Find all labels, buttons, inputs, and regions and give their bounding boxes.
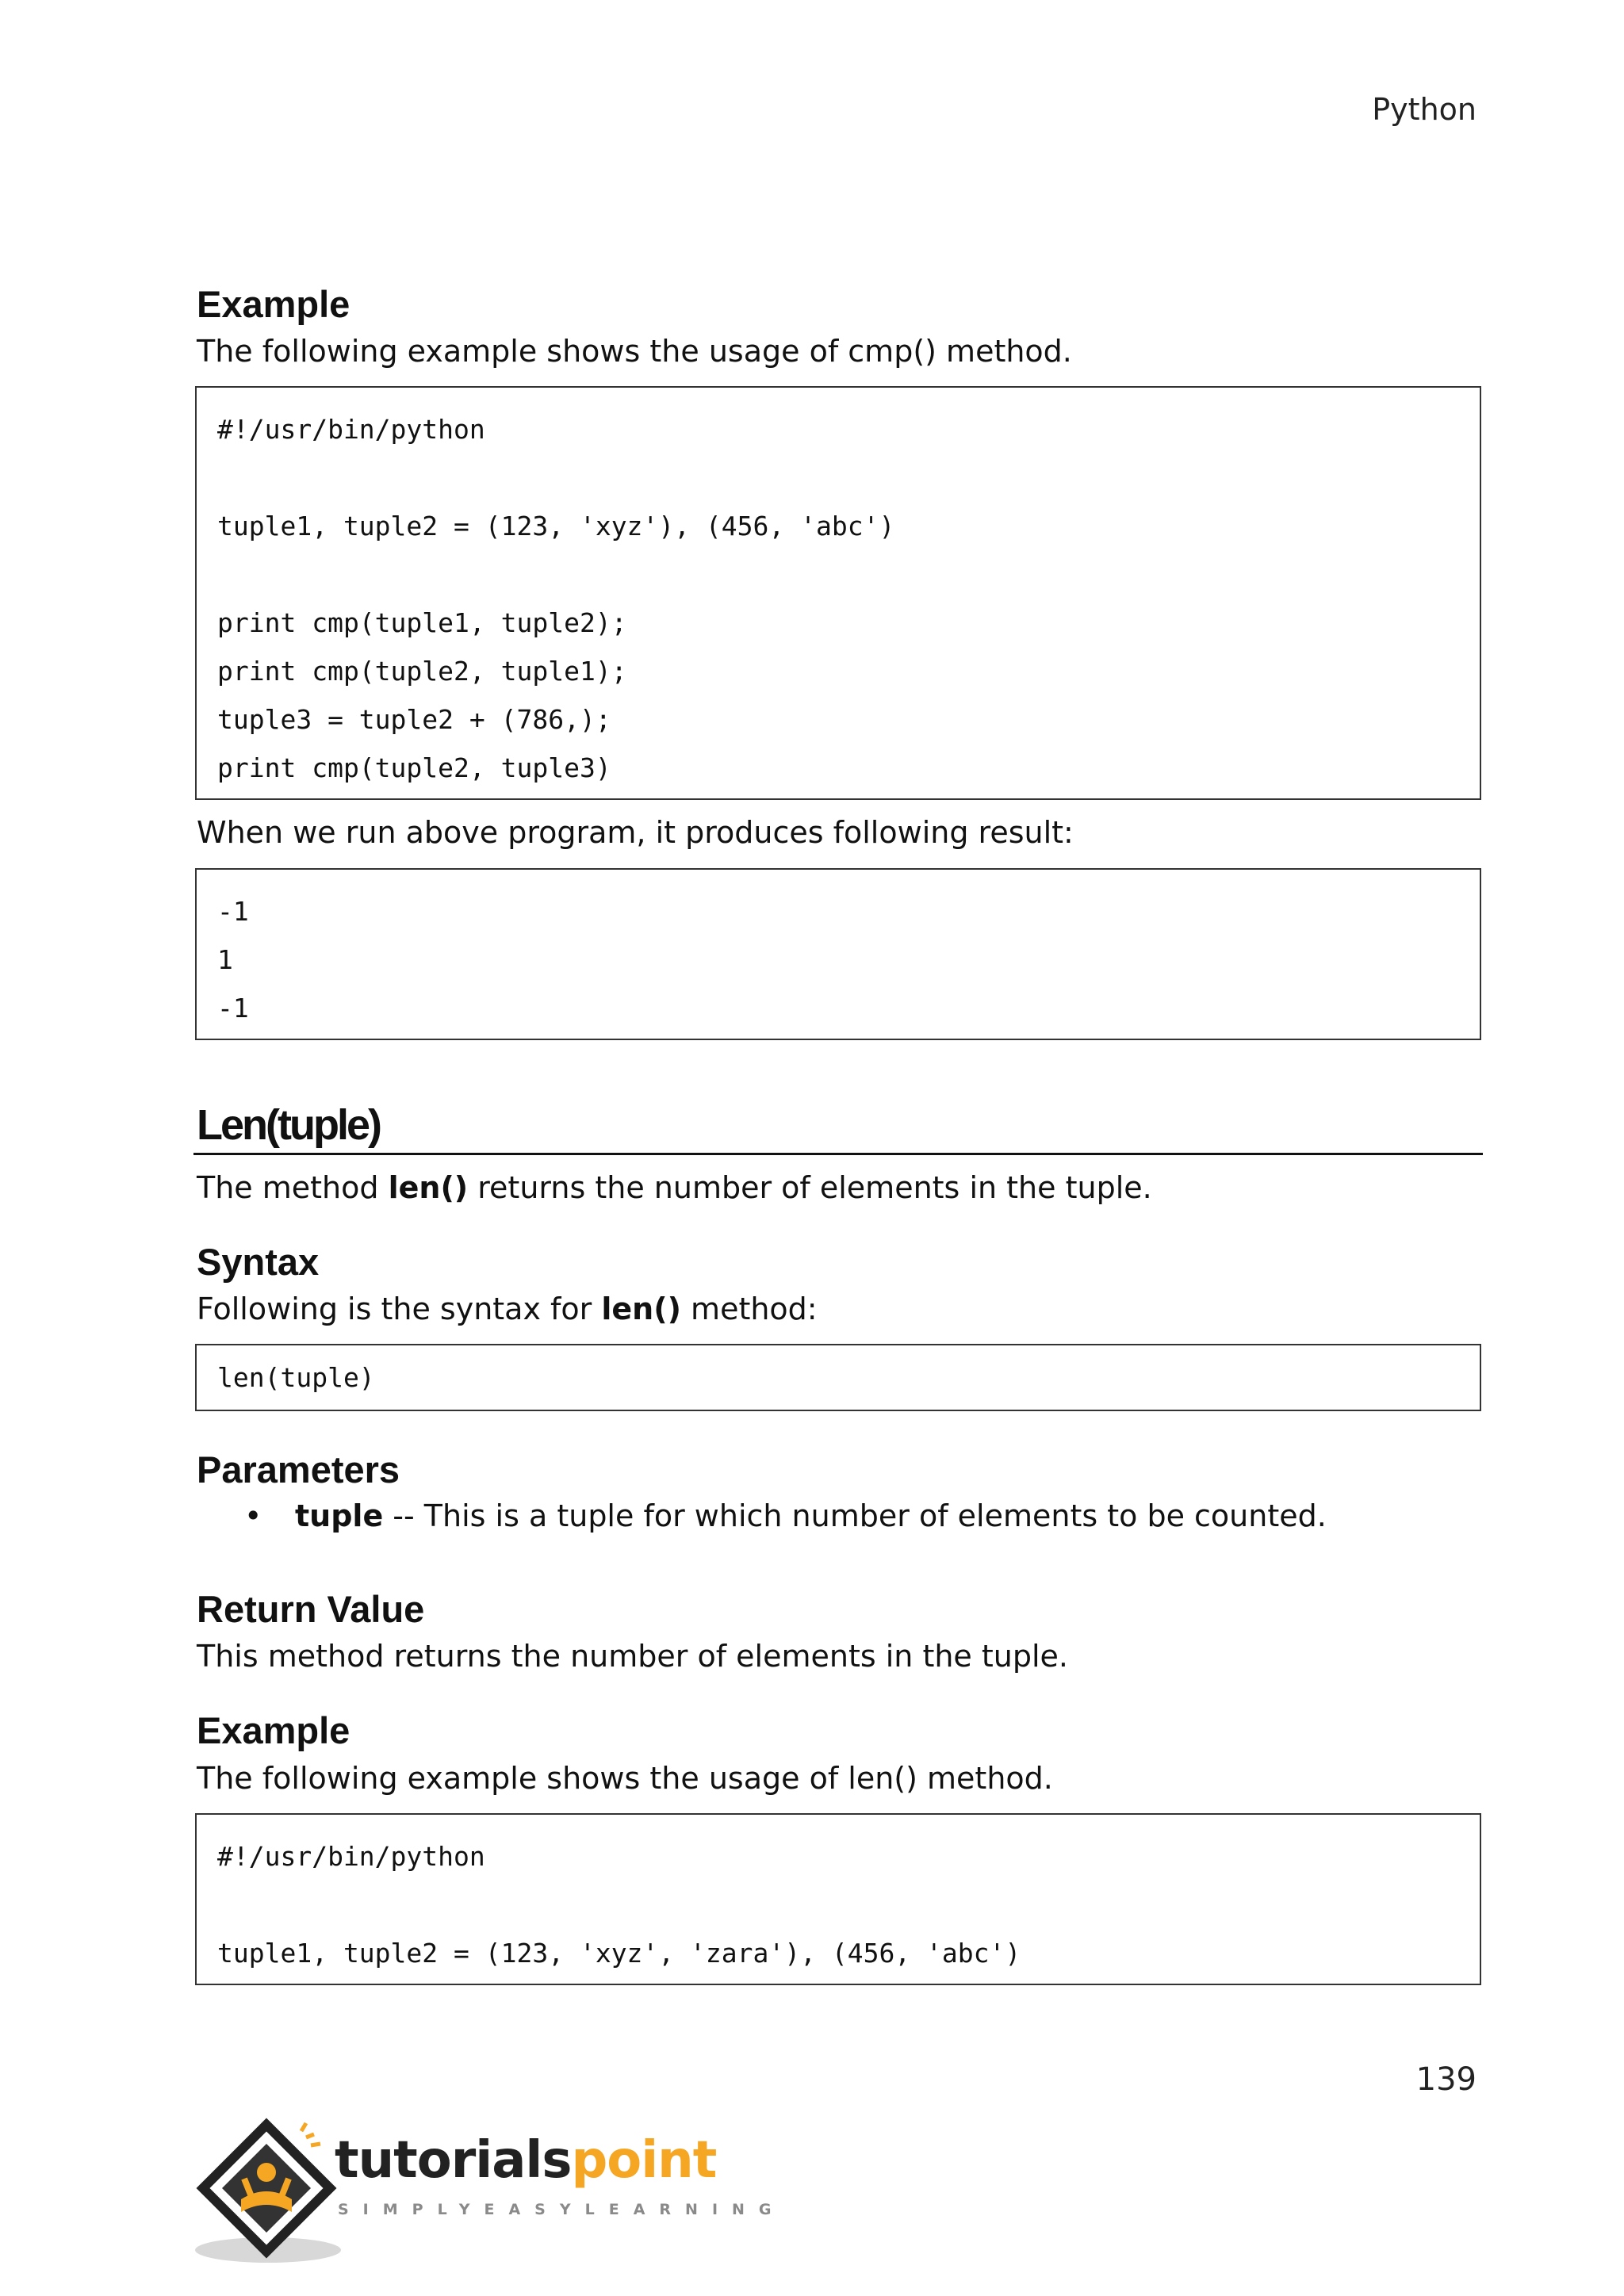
logo-word-a: tutorials xyxy=(335,2131,572,2190)
code-block-output xyxy=(195,868,1481,1040)
code-block-cmp-example xyxy=(195,386,1481,800)
return-value-heading: Return Value xyxy=(197,1587,425,1630)
logo-tagline: SIMPLYEASYLEARNING xyxy=(338,2201,786,2218)
parameters-list xyxy=(197,1494,1481,1538)
return-value-text: This method returns the number of elements in the tuple. xyxy=(197,1639,1069,1674)
page-number: 139 xyxy=(1415,2061,1477,2098)
bullet: • xyxy=(244,1498,262,1533)
syntax-intro-post: method: xyxy=(680,1292,818,1327)
code-line: print cmp(tuple1, tuple2); xyxy=(217,607,627,639)
example-intro: The following example shows the usage of cmp() method. xyxy=(197,334,1072,369)
code-line: #!/usr/bin/python xyxy=(217,414,485,446)
logo-wordmark xyxy=(335,2131,716,2190)
code-block-syntax xyxy=(195,1344,1481,1411)
code-line: tuple3 = tuple2 + (786,); xyxy=(217,704,611,736)
section-title-len-tuple: Len(tuple) xyxy=(193,1100,1483,1155)
len-desc-pre: The method xyxy=(197,1169,389,1205)
example-intro: The following example shows the usage of len() method. xyxy=(197,1760,1053,1796)
param-desc: -- This is a tuple for which number of elements to be counted. xyxy=(383,1498,1327,1533)
len-desc-post: returns the number of elements in the tuple. xyxy=(468,1169,1152,1205)
code-line: tuple1, tuple2 = (123, 'xyz', 'zara'), (456, 'abc') xyxy=(217,1937,1021,1969)
code-line: print cmp(tuple2, tuple1); xyxy=(217,656,627,687)
code-line: print cmp(tuple2, tuple3) xyxy=(217,752,611,784)
syntax-heading: Syntax xyxy=(197,1240,320,1283)
code-line: len(tuple) xyxy=(217,1362,375,1394)
running-header: Python xyxy=(1372,92,1477,127)
page-content xyxy=(197,282,1481,1985)
len-description xyxy=(197,1166,1481,1210)
list-item xyxy=(197,1494,1481,1538)
syntax-intro-pre: Following is the syntax for xyxy=(197,1292,602,1327)
parameters-heading: Parameters xyxy=(197,1448,400,1491)
example-heading: Example xyxy=(197,1709,350,1752)
output-line: 1 xyxy=(217,943,233,975)
logo-word-b: point xyxy=(571,2131,717,2190)
syntax-intro-bold: len() xyxy=(601,1292,681,1327)
example-heading: Example xyxy=(197,283,350,325)
code-line: #!/usr/bin/python xyxy=(217,1840,485,1872)
param-name: tuple xyxy=(295,1498,384,1533)
result-intro: When we run above program, it produces following result: xyxy=(197,815,1074,851)
output-line: -1 xyxy=(217,992,249,1024)
code-block-len-example xyxy=(195,1813,1481,1985)
code-line-blank xyxy=(217,453,1459,502)
code-line: tuple1, tuple2 = (123, 'xyz'), (456, 'abc') xyxy=(217,511,895,542)
output-line: -1 xyxy=(217,895,249,927)
len-desc-bold: len() xyxy=(388,1169,469,1205)
syntax-intro xyxy=(197,1288,1481,1331)
code-line-blank xyxy=(217,550,1459,599)
code-line-blank xyxy=(217,1881,1459,1929)
tutorialspoint-logo xyxy=(195,2117,786,2267)
